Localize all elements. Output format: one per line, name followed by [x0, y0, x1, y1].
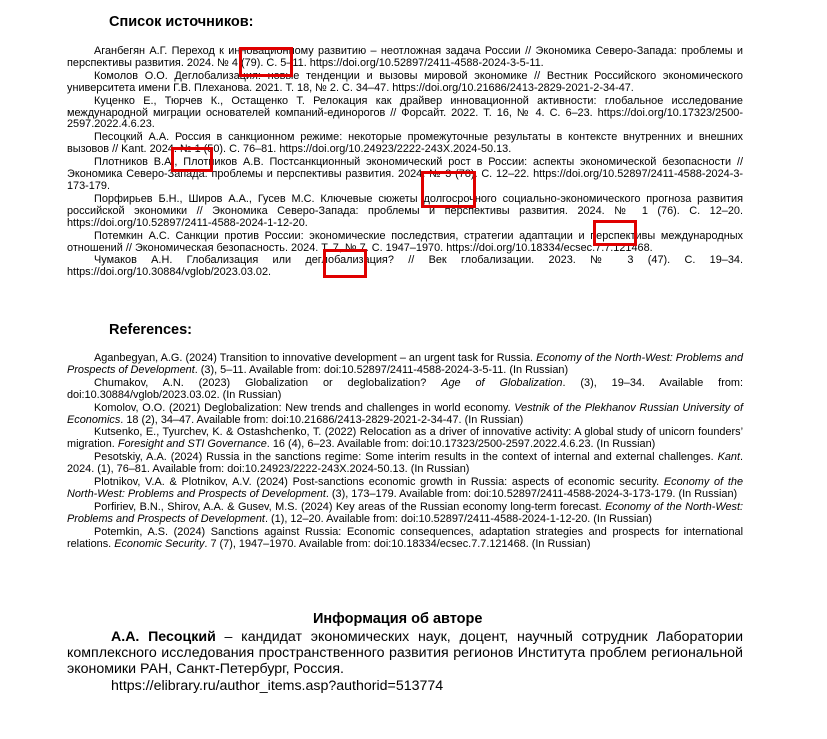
source-item-3: Куценко Е., Тюрчев К., Остащенко Т. Релокация как драйвер инновационной активности: глобальное исследование международной миграции основателей компаний-единорогов // Форсайт. 2022. Т. 16, № 4. С. 6–23. https://doi.org/10.17323/2500-2597.2022.4.6.23.	[67, 94, 743, 131]
source-item-4: Песоцкий А.А. Россия в санкционном режиме: некоторые промежуточные результаты в контексте внутренних и внешних вызовов // Kant. 2024. № 1 (50). С. 76–81. https://doi.org/10.24923/2222-243X.2024-50.13.	[67, 131, 743, 156]
reference-item-1: Aganbegyan, A.G. (2024) Transition to innovative development – an urgent task for Russia. Economy of the North-West: Problems and Prospects of Development. (3), 5–11. Available from: doi:10.52897/2411-4588-2024-3-5-11. (In Russian)	[67, 352, 744, 376]
source-item-2: Комолов О.О. Деглобализация: новые тенденции и вызовы мировой экономике // Вестник Российского экономического университета имени Г.В. Плеханова. 2021. Т. 18, № 2. С. 34–47. https://doi.org/10.21686/2413-2829-2021-2-34-47.	[67, 69, 743, 94]
source-item-1: Аганбегян А.Г. Переход к инновационному развитию – неотложная задача России // Экономика Северо-Запада: проблемы и перспективы развития. 2024. № 4 (79). С. 5–11. https://doi.org/10.52897/2411-4588-2024-3-5-11.	[67, 45, 743, 69]
reference-item-3: Komolov, O.O. (2021) Deglobalization: New trends and challenges in world economy. Vestnik of the Plekhanov Russian University of Economics. 18 (2), 34–47. Available from: doi:10.21686/2413-2829-2021-2-34-47. (In Russian)	[67, 401, 744, 426]
author-name: А.А. Песоцкий	[111, 629, 216, 645]
reference-item-5: Pesotskiy, A.A. (2024) Russia in the sanctions regime: Some interim results in the context of internal and external challenges. Kant. 2024. (1), 76–81. Available from: doi:10.24923/2222-243X.2024-50.13. (In Russian)	[67, 451, 743, 476]
reference-item-8: Potemkin, A.S. (2024) Sanctions against Russia: Economic consequences, adaptation strategies and prospects for international relations. Economic Security. 7 (7), 1947–1970. Available from: doi:10.18334/ecsec.7.7.121468. (In Russian)	[67, 525, 743, 550]
author-info	[67, 629, 743, 694]
source-item-8: Чумаков А.Н. Глобализация или деглобализация? // Век глобализации. 2023. № 3 (47). С. 19–34. https://doi.org/10.30884/vglob/2023.03.02.	[67, 254, 743, 279]
author-bio: А.А. Песоцкий – кандидат экономических наук, доцент, научный сотрудник Лаборатории комплексного исследования пространственного развития регионов Института проблем региональной экономики РАН, Санкт-Петербург, Россия.	[67, 629, 743, 677]
source-item-5: Плотников В.А., Плотников А.В. Постсанкционный экономический рост в России: аспекты экономической безопасности // Экономика Северо-Запада: проблемы и перспективы развития. 2024. № 3 (78). С. 12–22. https://doi.org/10.52897/2411-4588-2024-3-173-179.	[67, 156, 743, 192]
reference-item-7: Porfiriev, B.N., Shirov, A.A. & Gusev, M.S. (2024) Key areas of the Russian economy long-term forecast. Economy of the North-West: Problems and Prospects of Development. (1), 12–20. Available from: doi:10.52897/2411-4588-2024-1-12-20. (In Russian)	[67, 500, 743, 525]
reference-item-6: Plotnikov, V.A. & Plotnikov, A.V. (2024) Post-sanctions economic growth in Russia: aspects of economic security. Economy of the North-West: Problems and Prospects of Development. (3), 173–179. Available from: doi:10.52897/2411-4588-2024-3-173-179. (In Russian)	[67, 476, 743, 500]
sources-heading: Список источников:	[109, 14, 254, 30]
author-profile-link[interactable]: https://elibrary.ru/author_items.asp?authorid=513774	[111, 678, 444, 694]
source-item-6: Порфирьев Б.Н., Широв А.А., Гусев М.С. Ключевые сюжеты долгосрочного социально-экономического прогноза развития российской экономики // Экономика Северо-Запада: проблемы и перспективы развития. 2024. № 1 (76). С. 12–20. https://doi.org/10.52897/2411-4588-2024-1-12-20.	[67, 192, 743, 229]
references-list	[67, 353, 743, 552]
references-heading: References:	[109, 322, 193, 338]
reference-item-4: Kutsenko, E., Tyurchev, K. & Ostashchenko, T. (2022) Relocation as a driver of innovative activity: A global study of unicorn founders’ migration. Foresight and STI Governance. 16 (4), 6–23. Available from: doi:10.17323/2500-2597.2022.4.6.23. (In Russian)	[67, 426, 743, 451]
sources-list	[67, 46, 743, 280]
author-info-heading: Информация об авторе	[313, 611, 483, 627]
reference-item-2: Chumakov, A.N. (2023) Globalization or deglobalization? Age of Globalization. (3), 19–34. Available from: doi:10.30884/vglob/2023.03.02. (In Russian)	[67, 376, 743, 401]
source-item-7: Потемкин А.С. Санкции против России: экономические последствия, стратегии адаптации и перспективы международных отношений // Экономическая безопасность. 2024. Т. 7, № 7. С. 1947–1970. https://doi.org/10.18334/ecsec.7.7.121468.	[67, 229, 743, 254]
